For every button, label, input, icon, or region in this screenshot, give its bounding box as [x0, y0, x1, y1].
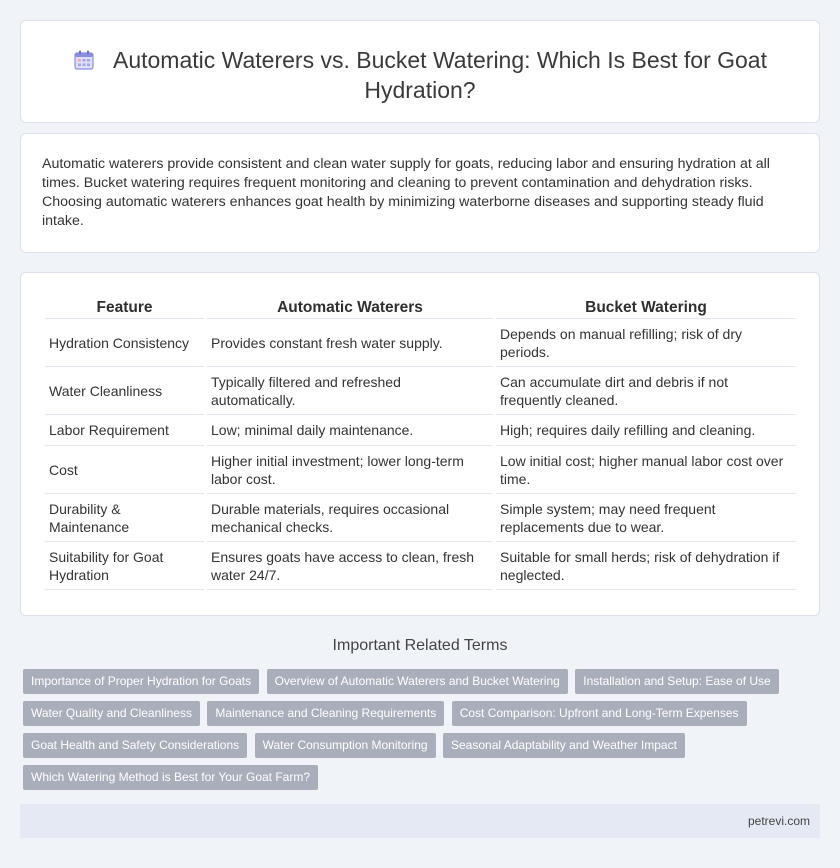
table-cell-automatic: Durable materials, requires occasional mechanical checks. [207, 494, 493, 542]
header-bucket-watering: Bucket Watering [496, 295, 796, 319]
table-cell-bucket: Low initial cost; higher manual labor cost over time. [496, 446, 796, 494]
related-term-tag[interactable]: Seasonal Adaptability and Weather Impact [443, 733, 685, 758]
related-term-tag[interactable]: Cost Comparison: Upfront and Long-Term Expenses [452, 701, 747, 726]
related-term-tag[interactable]: Which Watering Method is Best for Your Goat Farm? [23, 765, 318, 790]
table-cell-feature: Labor Requirement [45, 415, 204, 446]
table-row [45, 494, 796, 542]
page-title: Automatic Waterers vs. Bucket Watering: Which Is Best for Goat Hydration? [112, 47, 767, 103]
table-row [45, 367, 796, 415]
table-row [45, 415, 796, 446]
related-term-tag[interactable]: Importance of Proper Hydration for Goats [23, 669, 259, 694]
related-term-tag[interactable]: Overview of Automatic Waterers and Bucket Watering [267, 669, 568, 694]
table-cell-bucket: Suitable for small herds; risk of dehydration if neglected. [496, 542, 796, 590]
table-row [45, 319, 796, 367]
related-term-tag[interactable]: Goat Health and Safety Considerations [23, 733, 247, 758]
related-terms-list [23, 669, 803, 797]
table-cell-automatic: Higher initial investment; lower long-term labor cost. [207, 446, 493, 494]
table-cell-bucket: Can accumulate dirt and debris if not frequently cleaned. [496, 367, 796, 415]
table-cell-automatic: Low; minimal daily maintenance. [207, 415, 493, 446]
related-term-tag[interactable]: Installation and Setup: Ease of Use [575, 669, 778, 694]
table-cell-bucket: Depends on manual refilling; risk of dry periods. [496, 319, 796, 367]
related-term-tag[interactable]: Water Quality and Cleanliness [23, 701, 200, 726]
footer-site-link[interactable]: petrevi.com [747, 814, 810, 828]
footer [20, 804, 820, 838]
comparison-table [42, 295, 799, 590]
intro-card [20, 133, 820, 253]
table-row [45, 542, 796, 590]
table-cell-feature: Cost [45, 446, 204, 494]
table-row [45, 446, 796, 494]
table-cell-automatic: Ensures goats have access to clean, fresh water 24/7. [207, 542, 493, 590]
table-cell-automatic: Typically filtered and refreshed automatically. [207, 367, 493, 415]
header-feature: Feature [45, 295, 204, 319]
table-cell-automatic: Provides constant fresh water supply. [207, 319, 493, 367]
related-term-tag[interactable]: Water Consumption Monitoring [255, 733, 436, 758]
table-header-row [45, 295, 796, 319]
table-cell-bucket: Simple system; may need frequent replacements due to wear. [496, 494, 796, 542]
table-cell-feature: Durability & Maintenance [45, 494, 204, 542]
table-cell-feature: Suitability for Goat Hydration [45, 542, 204, 590]
header-automatic-waterers: Automatic Waterers [207, 295, 493, 319]
related-term-tag[interactable]: Maintenance and Cleaning Requirements [207, 701, 444, 726]
title-card [20, 20, 820, 123]
calendar-icon [73, 49, 95, 71]
table-cell-feature: Hydration Consistency [45, 319, 204, 367]
page-title-wrap [21, 45, 819, 105]
table-cell-bucket: High; requires daily refilling and cleaning. [496, 415, 796, 446]
table-cell-feature: Water Cleanliness [45, 367, 204, 415]
comparison-table-card [20, 272, 820, 616]
related-terms-heading: Important Related Terms [332, 637, 508, 654]
intro-paragraph: Automatic waterers provide consistent and clean water supply for goats, reducing labor and ensuring hydration at all times. Bucket watering requires frequent monitoring and cleaning to prevent contamination and dehydration risks. Choosing automatic waterers enhances goat health by minimizing waterborne diseases and supporting steady fluid intake. [42, 156, 770, 229]
